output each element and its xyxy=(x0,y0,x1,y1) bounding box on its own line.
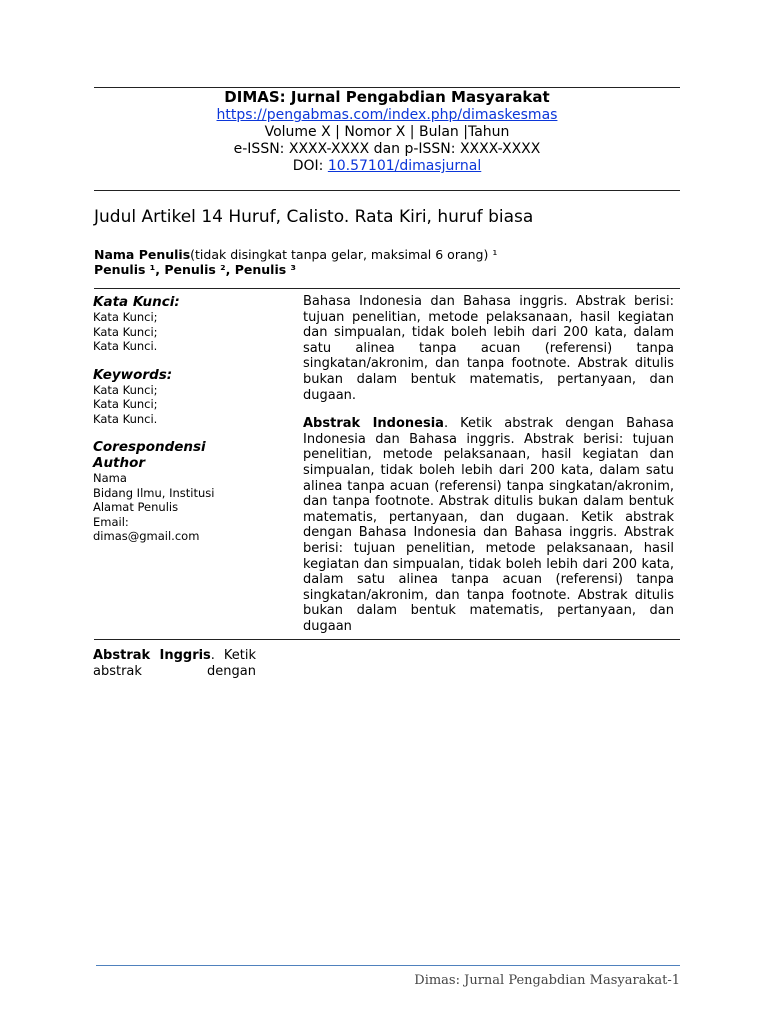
kata-kunci-item: Kata Kunci. xyxy=(93,339,158,353)
abstract-indonesia-text: . Ketik abstrak dengan Bahasa Indonesia dan Bahasa inggris. Abstrak berisi: tujuan penelitian, metode pelaksanaan, hasil kegiatan dan simpualan, tidak boleh lebih dari 200 kata, dalam satu alinea tanpa acuan (referensi) tanpa singkatan/akronim, dan tanpa footnote. Abstrak ditulis bukan dalam bentuk matematis, pertanyaan, dan dugaan. Ketik abstrak dengan Bahasa Indonesia dan Bahasa inggris. Abstrak berisi: tujuan penelitian, metode pelaksanaan, hasil kegiatan dan simpualan, tidak boleh lebih dari 200 kata, dalam satu alinea tanpa acuan (referensi) tanpa singkatan/akronim, dan tanpa footnote. Abstrak ditulis bukan dalam bentuk matematis, pertanyaan, dan dugaan xyxy=(303,416,674,634)
correspondence-item: Alamat Penulis xyxy=(93,500,179,514)
abstract-inggris-snippet xyxy=(93,648,256,679)
abstract-column xyxy=(303,294,674,647)
footer-running-title: Dimas: Jurnal Pengabdian Masyarakat-1 xyxy=(414,973,680,988)
journal-url-link[interactable]: https://pengabmas.com/index.php/dimaskesmas xyxy=(216,107,558,123)
correspondence-heading-line1: Corespondensi xyxy=(93,439,206,455)
header-bottom-rule xyxy=(94,190,680,191)
correspondence-heading-line2: Author xyxy=(93,455,146,471)
issn-line: e-ISSN: XXXX-XXXX dan p-ISSN: XXXX-XXXX xyxy=(233,141,541,157)
doi-label: DOI: xyxy=(292,158,328,174)
abstract-bottom-rule xyxy=(94,639,680,640)
journal-url-line xyxy=(94,106,680,124)
abstract-inggris-label: Abstrak Inggris xyxy=(93,648,211,663)
author-block xyxy=(94,247,497,277)
keywords-heading: Keywords: xyxy=(93,366,173,383)
correspondence-item: Nama xyxy=(93,471,127,485)
doi-line xyxy=(94,157,680,175)
footer-rule xyxy=(96,965,680,966)
author-name-note: (tidak disingkat tanpa gelar, maksimal 6 orang) ¹ xyxy=(190,247,498,262)
article-title: Judul Artikel 14 Huruf, Calisto. Rata Kiri, huruf biasa xyxy=(94,207,534,227)
correspondence-item: Bidang Ilmu, Institusi xyxy=(93,485,215,500)
authors-rule xyxy=(94,288,680,289)
volume-line: Volume X | Nomor X | Bulan |Tahun xyxy=(264,124,510,140)
correspondence-email: dimas@gmail.com xyxy=(93,529,200,543)
keywords-item: Kata Kunci; xyxy=(93,397,158,411)
author-name-line xyxy=(94,247,497,262)
journal-title: DIMAS: Jurnal Pengabdian Masyarakat xyxy=(224,88,550,106)
authors-line: Penulis ¹, Penulis ², Penulis ³ xyxy=(94,262,297,277)
correspondence-item: Email: xyxy=(93,514,129,529)
abstract-paragraph-indonesia xyxy=(303,416,674,634)
author-name-label: Nama Penulis xyxy=(94,247,191,262)
abstract-indonesia-label: Abstrak Indonesia xyxy=(303,416,444,432)
kata-kunci-item: Kata Kunci; xyxy=(93,324,158,339)
keywords-item: Kata Kunci; xyxy=(93,382,158,397)
sidebar xyxy=(93,294,283,544)
keywords-item: Kata Kunci. xyxy=(93,411,158,426)
abstract-inggris-text: . Ketik abstrak dengan xyxy=(93,648,256,679)
abstract-paragraph-english: Bahasa Indonesia dan Bahasa inggris. Abstrak berisi: tujuan penelitian, metode pelaksanaan, hasil kegiatan dan simpualan, tidak boleh lebih dari 200 kata, dalam satu alinea tanpa acuan (referensi) tanpa singkatan/akronim, dan tanpa footnote. Abstrak ditulis bukan dalam bentuk matematis, pertanyaan, dan dugaan. xyxy=(303,294,674,403)
doi-link[interactable]: 10.57101/dimasjurnal xyxy=(327,158,482,174)
kata-kunci-item: Kata Kunci; xyxy=(93,310,158,324)
kata-kunci-heading: Kata Kunci: xyxy=(93,294,180,310)
